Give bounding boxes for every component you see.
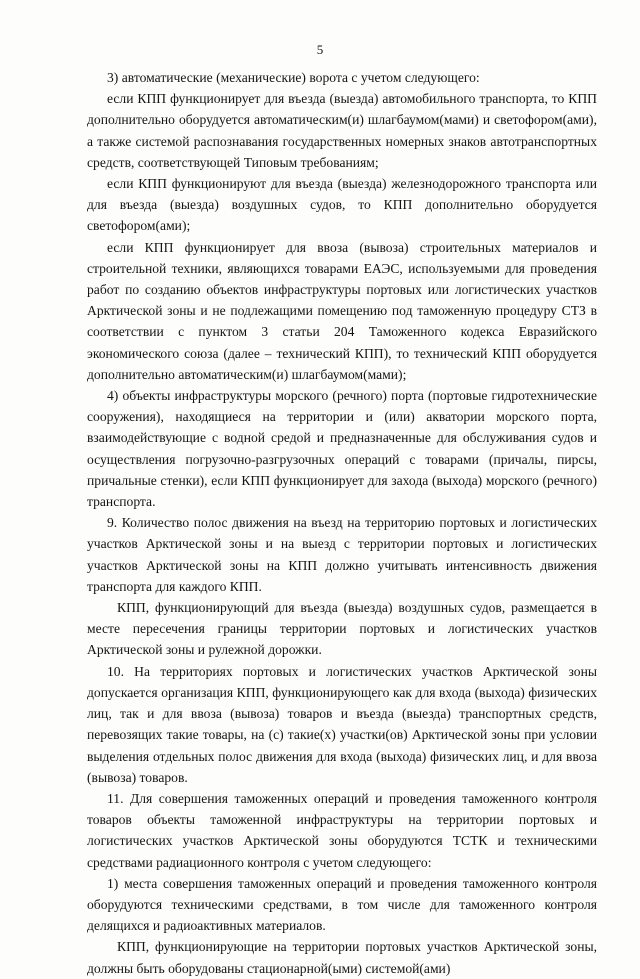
paragraph-clause-10: 10. На территориях портовых и логистических участков Арктической зоны допускается организация КПП, функционирующего как для входа (выхода) физических лиц, так и для ввоза (вывоза) товаров и въезда (выезда) транспортных средств, перевозящих такие товары, на (с) такие(х) участки(ов) Арктической зоны при условии выделения отдельных полос движения для входа (выхода) физических лиц, и для ввоза (вывоза) товаров. <box>87 663 597 785</box>
paragraph-clause-9: 9. Количество полос движения на въезд на территорию портовых и логистических участков Арктической зоны и на выезд с территории портовых и логистических участков Арктической зоны на КПП должно учитывать интенсивность движения транспорта для каждого КПП. <box>87 515 597 594</box>
paragraph-road-transport: если КПП функционирует для въезда (выезда) автомобильного транспорта, то КПП дополнительно оборудуется автоматическим(и) шлагбаумом(мами) и светофором(ами), а также системой распознавания государственных номерных знаков автотранспортных средств, соответствующей Типовым требованиям; <box>87 91 597 170</box>
paragraph-item-4: 4) объекты инфраструктуры морского (речного) порта (портовые гидротехнические сооружения), находящиеся на территории и (или) акватории морского порта, взаимодействующие с водной средой и предназначенные для обслуживания судов и осуществления погрузочно-разгрузочных операций с товарами (причалы, пирсы, причальные стенки), если КПП функционирует для захода (выхода) морского (речного) транспорта. <box>87 388 597 510</box>
paragraph-air-kpp: КПП, функционирующий для въезда (выезда) воздушных судов, размещается в месте пересечения границы территории портовых и логистических участков Арктической зоны и рулежной дорожки. <box>87 600 597 658</box>
paragraph-port-kpp: КПП, функционирующие на территории портовых участков Арктической зоны, должны быть оборудованы стационарной(ыми) системой(ами) <box>87 939 597 976</box>
paragraph-technical-kpp: если КПП функционирует для ввоза (вывоза) строительных материалов и строительной техники, являющихся товарами ЕАЭС, используемыми для проведения работ по созданию объектов инфраструктуры портовых или логистических участков Арктической зоны и не подлежащими помещению под таможенную процедуру СТЗ в соответствии с пунктом 3 статьи 204 Таможенного кодекса Евразийского экономического союза (далее – технический КПП), то технический КПП оборудуется дополнительно автоматическим(и) шлагбаумом(мами); <box>87 239 597 382</box>
paragraph-clause-11: 11. Для совершения таможенных операций и проведения таможенного контроля товаров объекты таможенной инфраструктуры на территории портовых и логистических участков Арктической зоны оборудуются ТСТК и техническими средствами радиационного контроля с учетом следующего: <box>87 790 597 870</box>
page-number: 5 <box>316 42 324 57</box>
paragraph-rail-air-transport: если КПП функционируют для въезда (выезда) железнодорожного транспорта или для въезда (выезда) воздушных судов, то КПП дополнительно оборудуется светофором(ами); <box>87 176 597 234</box>
paragraph-sub-item-1: 1) места совершения таможенных операций и проведения таможенного контроля оборудуются техническими средствами, в том числе для таможенного контроля делящихся и радиоактивных материалов. <box>87 875 597 934</box>
document-body <box>87 67 597 979</box>
paragraph-item-3: 3) автоматические (механические) ворота с учетом следующего: <box>107 70 480 85</box>
